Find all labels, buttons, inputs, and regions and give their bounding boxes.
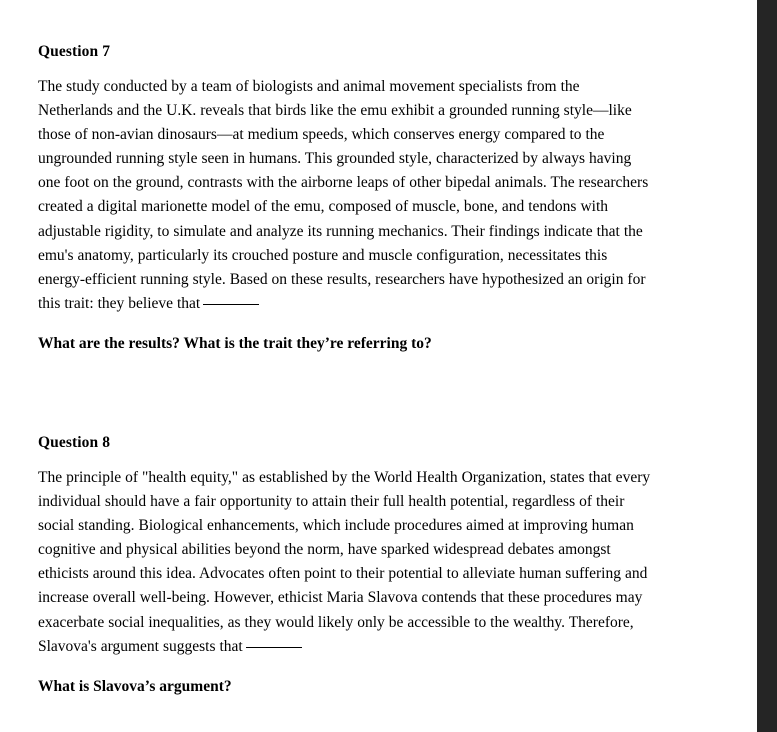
right-edge-strip [757,0,777,732]
question-7-passage [38,75,656,316]
question-7-blank[interactable] [203,304,259,305]
question-spacer [38,355,656,433]
document-content [38,42,656,698]
question-8-passage-text: The principle of "health equity," as established by the World Health Organization, states that every individual should have a fair opportunity to attain their full health potential, regardless of their social standing. Biological enhancements, which include procedures aimed at improving human cognitive and physical abilities beyond the norm, have sparked widespread debates amongst ethicists around this idea. Advocates often point to their potential to alleviate human suffering and increase overall well-being. However, ethicist Maria Slavova contends that these procedures may exacerbate social inequalities, as they would likely only be accessible to the wealthy. Therefore, Slavova's argument suggests that [38,468,651,655]
question-8-passage [38,466,656,659]
question-8-heading: Question 8 [38,433,111,451]
question-7-heading: Question 7 [38,43,111,60]
question-8-blank[interactable] [246,647,302,648]
question-7-prompt: What are the results? What is the trait they’re referring to? [38,334,432,352]
question-block-8 [38,433,656,698]
question-7-passage-text: The study conducted by a team of biologists and animal movement specialists from the Netherlands and the U.K. reveals that birds like the emu exhibit a grounded running style—like those of non-avian dinosaurs—at medium speeds, which conserves energy compared to the ungrounded running style seen in humans. This grounded style, characterized by always having one foot on the ground, contrasts with the airborne leaps of other bipedal animals. The researchers created a digital marionette model of the emu, composed of muscle, bone, and tendons with adjustable rigidity, to simulate and analyze its running mechanics. Their findings indicate that the emu's anatomy, particularly its crouched posture and muscle configuration, necessitates this energy-efficient running style. Based on these results, researchers have hypothesized an origin for this trait: they believe that [38,78,649,312]
question-8-prompt: What is Slavova’s argument? [38,677,232,695]
question-block-7 [38,42,656,355]
